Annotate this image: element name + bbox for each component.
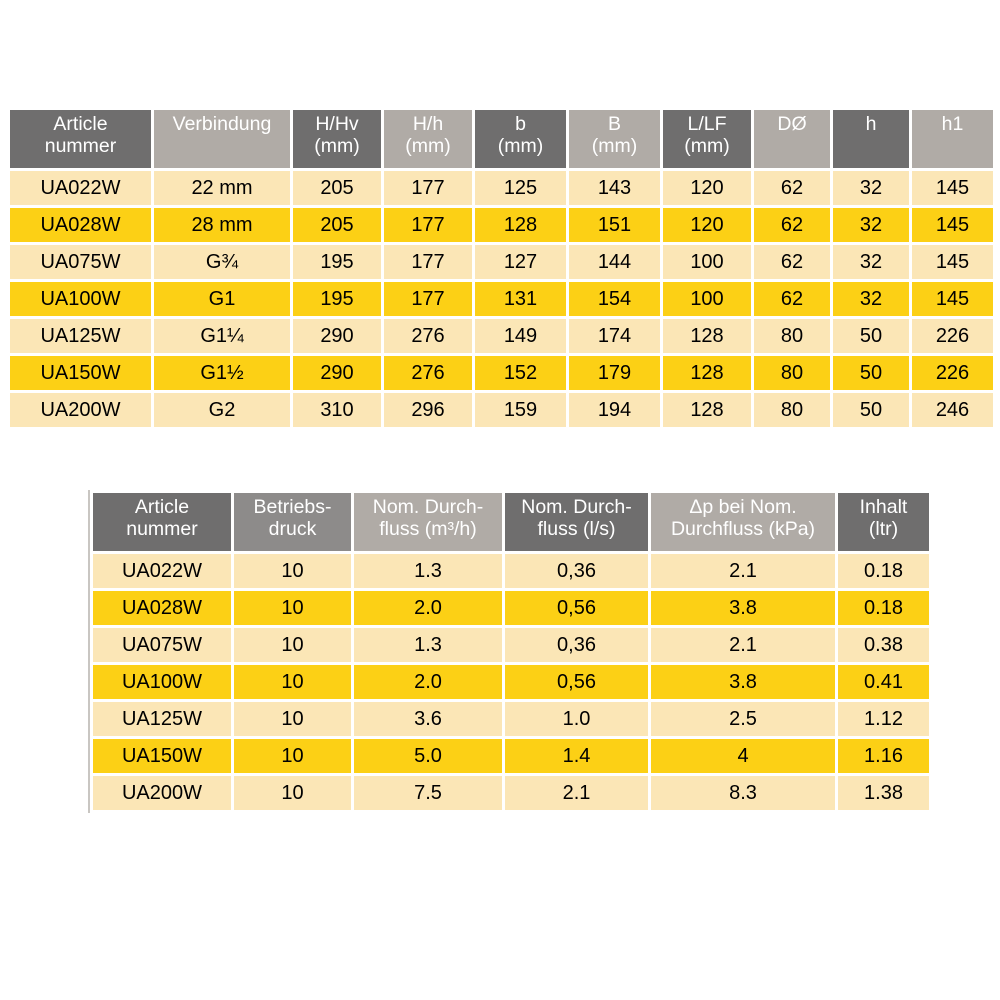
cell-b-large: 179 [569, 356, 660, 390]
cell-betriebsdruck: 10 [234, 554, 351, 588]
cell-delta-p: 8.3 [651, 776, 835, 810]
cell-l-lf: 120 [663, 208, 751, 242]
col-header-diameter: DØ [754, 110, 830, 168]
cell-durchfluss-ls: 2.1 [505, 776, 648, 810]
cell-l-lf: 100 [663, 245, 751, 279]
cell-betriebsdruck: 10 [234, 776, 351, 810]
cell-l-lf: 128 [663, 319, 751, 353]
cell-h-hv: 290 [293, 319, 381, 353]
cell-inhalt: 0.18 [838, 591, 929, 625]
col-header-delta-p: Δp bei Nom. Durchfluss (kPa) [651, 493, 835, 551]
cell-article: UA022W [10, 171, 151, 205]
table-row [10, 171, 993, 205]
cell-inhalt: 1.12 [838, 702, 929, 736]
cell-delta-p: 2.1 [651, 628, 835, 662]
cell-betriebsdruck: 10 [234, 702, 351, 736]
col-header-durchfluss-m3h: Nom. Durch- fluss (m³/h) [354, 493, 502, 551]
col-header-article: Article nummer [10, 110, 151, 168]
cell-delta-p: 4 [651, 739, 835, 773]
cell-verbindung: G1 [154, 282, 290, 316]
cell-b-small: 125 [475, 171, 566, 205]
cell-diameter: 80 [754, 319, 830, 353]
table-row [10, 208, 993, 242]
cell-verbindung: G1¼ [154, 319, 290, 353]
cell-inhalt: 0.38 [838, 628, 929, 662]
cell-b-small: 152 [475, 356, 566, 390]
cell-verbindung: G1½ [154, 356, 290, 390]
cell-durchfluss-ls: 0,36 [505, 554, 648, 588]
cell-article: UA075W [10, 245, 151, 279]
cell-h-small: 50 [833, 356, 909, 390]
cell-article: UA028W [93, 591, 231, 625]
cell-durchfluss-m3h: 5.0 [354, 739, 502, 773]
cell-b-large: 154 [569, 282, 660, 316]
cell-h1: 226 [912, 319, 993, 353]
cell-betriebsdruck: 10 [234, 628, 351, 662]
cell-h1: 145 [912, 208, 993, 242]
cell-delta-p: 2.1 [651, 554, 835, 588]
col-header-h-h: H/h (mm) [384, 110, 472, 168]
cell-h-h: 177 [384, 171, 472, 205]
cell-verbindung: 28 mm [154, 208, 290, 242]
cell-b-large: 151 [569, 208, 660, 242]
cell-h-small: 32 [833, 171, 909, 205]
cell-article: UA200W [93, 776, 231, 810]
cell-betriebsdruck: 10 [234, 665, 351, 699]
cell-h-small: 50 [833, 319, 909, 353]
col-header-h1: h1 [912, 110, 993, 168]
cell-h1: 246 [912, 393, 993, 427]
col-header-article: Article nummer [93, 493, 231, 551]
cell-inhalt: 1.16 [838, 739, 929, 773]
cell-article: UA075W [93, 628, 231, 662]
col-header-h-small: h [833, 110, 909, 168]
cell-durchfluss-ls: 1.4 [505, 739, 648, 773]
cell-durchfluss-m3h: 3.6 [354, 702, 502, 736]
cell-article: UA028W [10, 208, 151, 242]
table-row [93, 628, 929, 662]
cell-b-large: 144 [569, 245, 660, 279]
col-header-b-small: b (mm) [475, 110, 566, 168]
cell-h-hv: 310 [293, 393, 381, 427]
cell-h-h: 276 [384, 319, 472, 353]
cell-l-lf: 100 [663, 282, 751, 316]
cell-h-hv: 195 [293, 282, 381, 316]
cell-durchfluss-ls: 0,56 [505, 591, 648, 625]
cell-diameter: 80 [754, 356, 830, 390]
cell-durchfluss-m3h: 2.0 [354, 665, 502, 699]
cell-h-small: 32 [833, 282, 909, 316]
col-header-h-hv: H/Hv (mm) [293, 110, 381, 168]
cell-betriebsdruck: 10 [234, 739, 351, 773]
col-header-verbindung: Verbindung [154, 110, 290, 168]
table-row [93, 739, 929, 773]
performance-table [88, 490, 932, 813]
table-header-row [93, 493, 929, 551]
cell-verbindung: G¾ [154, 245, 290, 279]
cell-h1: 145 [912, 171, 993, 205]
cell-delta-p: 2.5 [651, 702, 835, 736]
table-row [10, 282, 993, 316]
col-header-l-lf: L/LF (mm) [663, 110, 751, 168]
cell-h-small: 32 [833, 245, 909, 279]
cell-diameter: 62 [754, 245, 830, 279]
cell-l-lf: 128 [663, 393, 751, 427]
cell-h-hv: 205 [293, 171, 381, 205]
cell-durchfluss-ls: 1.0 [505, 702, 648, 736]
cell-durchfluss-m3h: 1.3 [354, 554, 502, 588]
table-row [10, 245, 993, 279]
cell-h1: 145 [912, 282, 993, 316]
cell-h-small: 32 [833, 208, 909, 242]
cell-h-h: 177 [384, 208, 472, 242]
cell-b-small: 149 [475, 319, 566, 353]
cell-diameter: 62 [754, 208, 830, 242]
cell-l-lf: 128 [663, 356, 751, 390]
cell-verbindung: 22 mm [154, 171, 290, 205]
cell-article: UA100W [93, 665, 231, 699]
cell-b-large: 174 [569, 319, 660, 353]
col-header-betriebsdruck: Betriebs- druck [234, 493, 351, 551]
cell-h-h: 177 [384, 245, 472, 279]
col-header-inhalt: Inhalt (ltr) [838, 493, 929, 551]
table-header-row [10, 110, 993, 168]
cell-article: UA100W [10, 282, 151, 316]
cell-h1: 226 [912, 356, 993, 390]
cell-inhalt: 1.38 [838, 776, 929, 810]
cell-article: UA200W [10, 393, 151, 427]
cell-h-h: 177 [384, 282, 472, 316]
table-row [10, 393, 993, 427]
cell-durchfluss-ls: 0,56 [505, 665, 648, 699]
cell-h-hv: 290 [293, 356, 381, 390]
cell-inhalt: 0.18 [838, 554, 929, 588]
cell-delta-p: 3.8 [651, 591, 835, 625]
cell-durchfluss-m3h: 1.3 [354, 628, 502, 662]
cell-diameter: 62 [754, 171, 830, 205]
cell-h-hv: 205 [293, 208, 381, 242]
cell-durchfluss-m3h: 2.0 [354, 591, 502, 625]
cell-diameter: 80 [754, 393, 830, 427]
cell-inhalt: 0.41 [838, 665, 929, 699]
cell-delta-p: 3.8 [651, 665, 835, 699]
cell-h-h: 276 [384, 356, 472, 390]
cell-h-small: 50 [833, 393, 909, 427]
col-header-b-large: B (mm) [569, 110, 660, 168]
cell-b-small: 128 [475, 208, 566, 242]
cell-article: UA125W [93, 702, 231, 736]
cell-diameter: 62 [754, 282, 830, 316]
table-row [93, 591, 929, 625]
cell-article: UA125W [10, 319, 151, 353]
cell-b-small: 127 [475, 245, 566, 279]
cell-b-large: 143 [569, 171, 660, 205]
table-row [93, 702, 929, 736]
cell-durchfluss-m3h: 7.5 [354, 776, 502, 810]
table-row [93, 554, 929, 588]
cell-h-h: 296 [384, 393, 472, 427]
cell-article: UA150W [10, 356, 151, 390]
cell-h-hv: 195 [293, 245, 381, 279]
cell-b-small: 131 [475, 282, 566, 316]
table-row [93, 776, 929, 810]
cell-betriebsdruck: 10 [234, 591, 351, 625]
cell-b-large: 194 [569, 393, 660, 427]
table-row [10, 356, 993, 390]
col-header-durchfluss-ls: Nom. Durch- fluss (l/s) [505, 493, 648, 551]
table-row [93, 665, 929, 699]
cell-l-lf: 120 [663, 171, 751, 205]
dimensions-table [7, 107, 996, 430]
cell-b-small: 159 [475, 393, 566, 427]
cell-h1: 145 [912, 245, 993, 279]
cell-article: UA022W [93, 554, 231, 588]
cell-verbindung: G2 [154, 393, 290, 427]
table-row [10, 319, 993, 353]
cell-durchfluss-ls: 0,36 [505, 628, 648, 662]
cell-article: UA150W [93, 739, 231, 773]
